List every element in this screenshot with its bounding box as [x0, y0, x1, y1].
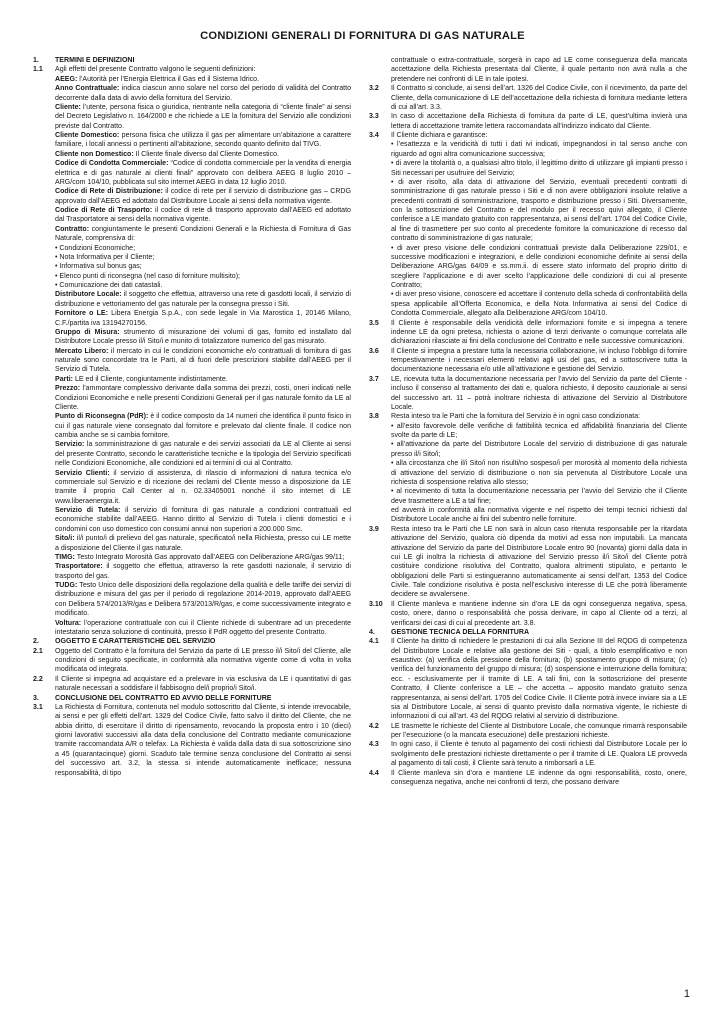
clause-body — [391, 131, 687, 319]
paragraph-text: è il codice composto da 14 numeri che identifica il punto fisico in cui il gas naturale viene consegnato dal fornitore e prelevato dal cliente finale. Il codice non cambia anche se si cambia fornitore. — [55, 413, 351, 439]
definition — [55, 206, 351, 225]
clause-paragraph — [391, 506, 687, 525]
clause-paragraph — [55, 647, 351, 675]
paragraph-text: la somministrazione di gas naturale e dei servizi associati da LE al Cliente ai sensi del presente Contratto, secondo le caratteristiche tecniche e la tipologia del Servizio specificati nelle Condizioni Economiche, alle condizioni ed ai termini di cui al Contratto. — [55, 441, 351, 468]
definition-term: TUDG: — [55, 582, 78, 589]
clause-paragraph — [55, 262, 351, 271]
clause-paragraph — [391, 131, 687, 140]
clause-paragraph — [391, 722, 687, 741]
definition-term: Servizio di Tutela: — [55, 507, 121, 514]
definition-term: Cliente non Domestico: — [55, 150, 134, 158]
paragraph-text: • all’esito favorevole delle verifiche di fattibilità tecnica ed affidabilità finanziaria del Cliente svolte da parte di LE; — [391, 422, 687, 439]
clause — [369, 740, 687, 768]
definition — [55, 225, 351, 244]
definition-term: Servizio: — [55, 441, 85, 449]
definition-term: Parti: — [55, 375, 74, 383]
paragraph-text: • alla circostanza che il/i Sito/i non risulti/no sospeso/i per morosità al momento della richiesta di attivazione del servizio di distribuzione o non sia pervenuta al Distributore Locale una richiesta di sospensione relativa allo stesso; — [391, 460, 687, 486]
paragraph-text: Libera Energia S.p.A., con sede legale in Via Marostica 1, 20146 Milano, C.F./partita iva 13194270156. — [55, 310, 351, 327]
clause — [369, 112, 687, 131]
paragraph-text: Resta inteso tra le Parti che LE non sarà in alcun caso ritenuta responsabile per la ritardata attivazione del Servizio, qualora ciò dipenda da motivi ad essa non imputabili. La mancata attivazione del Servizio da parte del Distributore Locale entro 90 (novanta) giorni dalla data in cui LE gli inoltra la richiesta di attivazione del Servizio presso il/i Sito/i del Cliente potrà costituire condizione risolutiva del Contratto, qualora altrimenti stipulato, e pertanto le obbligazioni delle Parti si estingueranno automaticamente ai sensi dell’art. 1353 del Codice Civile. Tale condizione risolutiva è posta nell’esclusivo interesse di LE che potrà liberamente decidere se avvalersene. — [391, 525, 687, 599]
definition-term: Cliente Domestico: — [55, 132, 120, 139]
section-heading — [33, 694, 351, 703]
paragraph-text: Testo Unico delle disposizioni della regolazione della qualità e delle tariffe dei servizi di distribuzione e misura del gas per il periodo di regolazione 2014-2019, approvato dall’AEEG con Delibera 574/2013/R/gas e Delibera 573/2013/R/gas, e come successivamente integrato e modificato. — [55, 582, 351, 618]
paragraph-text: In ogni caso, il Cliente è tenuto al pagamento dei costi richiesti dal Distributore Locale per lo svolgimento delle prestazioni richieste direttamente o per il tramite di LE. Qualora LE provveda al pagamento di tali costi, il Cliente sarà tenuto a rimborsarli a LE. — [391, 741, 687, 768]
paragraph-text: il soggetto che effettua, attraverso una rete di gasdotti locali, il servizio di distribuzione e vettoriamento del gas naturale per la consegna presso i Siti. — [55, 291, 351, 308]
paragraph-text: • di avere la titolarità o, a qualsiasi altro titolo, il legittimo diritto di utilizzare gli impianti presso i Siti necessari per usufruire del Servizio; — [391, 160, 687, 177]
paragraph-text: LE, ricevuta tutta la documentazione necessaria per l’avvio del Servizio da parte del Cliente - incluso il consenso al trattamento dei dati e, qualora richiesto, il deposito cauzionale ai sensi del successivo art. 11 – potrà inoltrare richiesta di attivazione del Servizio al Distributore Locale. — [391, 375, 687, 411]
paragraph-text: Agli effetti del presente Contratto valgono le seguenti definizioni: — [55, 66, 256, 74]
clause — [33, 647, 351, 675]
right-column — [369, 56, 687, 1006]
definition — [55, 75, 351, 84]
clause-paragraph — [391, 459, 687, 487]
paragraph-text: • Nota Informativa per il Cliente; — [55, 253, 155, 261]
paragraph-text: il servizio di fornitura di gas naturale a condizioni contrattuali ed economiche stabilite dall’AEEG. Hanno diritto al Servizio di Tutela i clienti domestici e i condomini con uso domestico con consumi annui non superiori a 200.000 Smc. — [55, 507, 351, 533]
clause-paragraph — [391, 319, 687, 347]
definition — [55, 562, 351, 581]
paragraph-text: Testo Integrato Morosità Gas approvato dall’AEEG con Deliberazione ARG/gas 99/11; — [74, 553, 345, 561]
clause — [369, 131, 687, 319]
paragraph-text: LE trasmette le richieste del Cliente al Distributore Locale, che comunque rimarrà responsabile per l’esecuzione (o la mancata esecuzione) delle prestazioni richieste. — [391, 722, 687, 739]
clause-paragraph — [391, 740, 687, 768]
paragraph-text: La Richiesta di Fornitura, contenuta nel modulo sottoscritto dal Cliente, si intende irrevocabile, ai sensi e per gli effetti dell’art. 1329 del Codice Civile, fatto salvo il diritto del Cliente, che ne abbia diritto, di esercitare il diritto di ripensamento, revocando la proposta entro i 10 (dieci) giorni lavorativi successivi alla data della conclusione del Contratto mediante comunicazione tramite raccomandata A/R o telefax. La Richiesta è valida dalla data di sua sottoscrizione sino a 45 (quarantacinque) giorni. Scaduto tale termine senza conclusione del Contratto ai sensi del successivo art. 3.2, la stessa si intende automaticamente inefficace; nessuna responsabilità, di tipo — [55, 703, 351, 777]
definition — [55, 187, 351, 206]
clause — [369, 769, 687, 788]
definition — [55, 412, 351, 440]
definition — [55, 581, 351, 619]
clause-body — [391, 525, 687, 600]
paragraph-text: Il Cliente manleva e mantiene indenne sin d’ora LE da ogni conseguenza negativa, spesa, costo, onere, danno o responsabilità che possa derivare, in capo al Cliente od a terzi, al verificarsi dei casi di cui al precedente art. 3.8. — [391, 600, 687, 627]
clause — [369, 375, 687, 413]
clause-paragraph — [55, 703, 351, 778]
paragraph-text: l’operazione contrattuale con cui il Cliente richiede di subentrare ad un precedente intestatario senza soluzione di continuità, presso il PdR oggetto del presente Contratto. — [55, 619, 351, 636]
definition — [55, 347, 351, 375]
paragraph-text: • Comunicazione dei dati catastali. — [55, 282, 163, 289]
clause-body — [391, 637, 687, 721]
paragraph-text: • Elenco punti di riconsegna (nel caso di forniture multisito); — [55, 272, 240, 280]
clause-body — [391, 319, 687, 347]
definition-term: Codice di Condotta Commerciale: — [55, 160, 169, 168]
clause-paragraph — [391, 422, 687, 441]
definition-term: Distributore Locale: — [55, 291, 122, 299]
clause-number: 4.1 — [369, 638, 379, 646]
clause-paragraph — [391, 769, 687, 788]
clause-number: 3.7 — [369, 375, 379, 383]
clause-body — [55, 703, 351, 778]
paragraph-text: il soggetto che effettua, attraverso la rete gasdotti nazionale, il servizio di trasporto del gas. — [55, 563, 351, 580]
clause — [369, 600, 687, 628]
section-title: TERMINI E DEFINIZIONI — [55, 57, 135, 64]
clause-number: 3.9 — [369, 525, 379, 533]
definition-term: Fornitore o LE: — [55, 310, 108, 318]
clause-body — [55, 675, 351, 694]
clause-number: 3.3 — [369, 113, 379, 121]
paragraph-text: il/i punto/i di prelievo del gas naturale, specificato/i nella Richiesta, presso cui LE mette a disposizione del Cliente il gas naturale. — [55, 535, 351, 552]
clause-paragraph — [391, 487, 687, 506]
clause-number: 1.1 — [33, 66, 43, 74]
definition — [55, 534, 351, 553]
definition — [55, 290, 351, 309]
paragraph-text: il codice di rete per il servizio di distribuzione gas – CRDG approvato dall’AEEG ed adottato dal Distributore Locale ai sensi della normativa vigente. — [55, 188, 351, 205]
clause-paragraph — [391, 159, 687, 178]
clause-paragraph — [391, 637, 687, 721]
clause-paragraph — [55, 272, 351, 281]
clause-paragraph — [391, 56, 687, 84]
clause-paragraph — [55, 65, 351, 74]
definition — [55, 506, 351, 534]
section-heading — [369, 628, 687, 637]
clause-paragraph — [55, 244, 351, 253]
clause-body — [391, 740, 687, 768]
clause-paragraph — [55, 675, 351, 694]
definition-term: Cliente: — [55, 103, 81, 111]
clause-paragraph — [55, 253, 351, 262]
clause-body — [391, 375, 687, 413]
clause-body — [391, 84, 687, 112]
definition — [55, 553, 351, 562]
paragraph-text: • Informativa sul bonus gas; — [55, 263, 142, 271]
clause-continuation — [369, 56, 687, 84]
section-title: GESTIONE TECNICA DELLA FORNITURA — [391, 628, 530, 636]
paragraph-text: Il Cliente finale diverso dal Cliente Domestico. — [133, 150, 280, 158]
definition — [55, 440, 351, 468]
paragraph-text: contrattuale o extra-contrattuale, sorgerà in capo ad LE come conseguenza della mancata accettazione della Richiesta presentata dal Cliente, il quale pertanto non avrà nulla a che pretendere nei confronti di LE in tale ipotesi. — [391, 57, 687, 83]
paragraph-text: • l’esattezza e la veridicità di tutti i dati ivi indicati, impegnandosi in tal senso anche con riguardo ad ogni altra comunicazione successiva; — [391, 141, 687, 158]
paragraph-text: ed avverrà in conformità alla normativa vigente e nel rispetto dei tempi tecnici richiesti dal Distributore Locale anche ai fini del subentro nelle forniture. — [391, 507, 687, 524]
paragraph-text: Oggetto del Contratto è la fornitura del Servizio da parte di LE presso il/i Sito/i del Cliente, alle condizioni di seguito specificate, in conformità alla normativa vigente come di volta in volta modificata od integrata. — [55, 647, 351, 674]
paragraph-text: In caso di accettazione della Richiesta di fornitura da parte di LE, quest’ultima invierà una lettera di accettazione tramite lettera raccomandata all’indirizzo indicato dal Cliente. — [391, 113, 687, 130]
definition — [55, 469, 351, 507]
definition-term: Mercato Libero: — [55, 347, 109, 355]
clause-number: 4.3 — [369, 741, 379, 749]
clause — [369, 347, 687, 375]
clause-paragraph — [391, 440, 687, 459]
definition-term: Codice di Rete di Distribuzione: — [55, 188, 163, 196]
clause — [33, 675, 351, 694]
definition-term: Prezzo: — [55, 385, 81, 393]
paragraph-text: Il Contratto si conclude, ai sensi dell’art. 1326 del Codice Civile, con il ricevimento, da parte del Cliente, della comunicazione di LE dell’accettazione della richiesta di fornitura mediante lettera di cui all’art. 3.3. — [391, 85, 687, 111]
page-number: 1 — [683, 988, 690, 1000]
clause-body — [391, 56, 687, 84]
clause-number: 3.1 — [33, 703, 43, 711]
clause — [369, 84, 687, 112]
definition — [55, 375, 351, 384]
clause-paragraph — [391, 112, 687, 131]
clause — [369, 319, 687, 347]
section-title: OGGETTO E CARATTERISTICHE DEL SERVIZIO — [55, 638, 216, 646]
definition-term: Contratto: — [55, 225, 90, 233]
clause-paragraph — [391, 244, 687, 291]
clause-paragraph — [391, 347, 687, 375]
paragraph-text: • al ricevimento di tutta la documentazione necessaria per l’avvio del Servizio che il Cliente deve trasmettere a LE a tal fine; — [391, 488, 687, 505]
section-heading — [33, 637, 351, 646]
section-number: 2. — [33, 638, 39, 646]
definition — [55, 159, 351, 187]
paragraph-text: Il Cliente ha diritto di richiedere le prestazioni di cui alla Sezione III del RQDG di competenza del Distributore Locale e relative alla gestione dei Siti - quali, a titolo esemplificativo e non esaustivo: (a) verifica della pressione della fornitura; (b) spostamento gruppo di misura; (c) verifica del funzionamento del gruppo di misura; (d) sospensione e interruzione della fornitura; ecc. - esclusivamente per il tramite di LE. A tali fini, con la sottoscrizione del presente Contratto, il Cliente conferisce a LE – che accetta – apposito mandato gratuito senza rappresentanza, ai sensi dell’art. 1705 del Codice Civile. Il Cliente potrà invece inviare sia a LE sia al Distributore Locale, ai sensi di quanto previsto dalla normativa vigente, le richieste di informazioni di cui all’art. 43 del RQDG relativi al servizio di distribuzione. — [391, 638, 687, 721]
clause-number: 3.2 — [369, 85, 379, 93]
clause-body — [55, 647, 351, 675]
definition-term: Codice di Rete di Trasporto: — [55, 207, 153, 214]
definition-term: Voltura: — [55, 619, 82, 627]
clause-paragraph — [391, 290, 687, 318]
clause-number: 3.10 — [369, 600, 383, 608]
definition — [55, 384, 351, 412]
paragraph-text: Resta inteso tra le Parti che la fornitura del Servizio è in ogni caso condizionata: — [391, 413, 641, 421]
clause — [369, 722, 687, 741]
clause-paragraph — [391, 178, 687, 244]
definition-term: Anno Contrattuale: — [55, 85, 120, 93]
paragraph-text: • di aver risolto, alla data di attivazione del Servizio, eventuali precedenti contratti di somministrazione di gas naturale presso i Siti e di non avere obbligazioni insolute relative a precedenti contratti di somministrazione, trasporto e distribuzione presso i Siti. Diversamente, con la sottoscrizione del Contratto e del modulo per il recesso quivi allegato, il Cliente conferisce a LE mandato gratuito con rappresentanza, ai sensi dell’art. 1704 del Codice Civile, al fine di trasmettere per suo conto al precedente fornitore la comunicazione di recesso dal contratto di somministrazione di gas naturale; — [391, 178, 687, 243]
clause — [369, 412, 687, 525]
definition — [55, 309, 351, 328]
clause-number: 4.2 — [369, 722, 379, 730]
paragraph-text: • Condizioni Economiche; — [55, 244, 136, 252]
section-number: 4. — [369, 628, 375, 636]
clause — [33, 703, 351, 778]
paragraph-text: persona fisica che utilizza il gas per alimentare un’abitazione a carattere familiare, i locali annessi o pertinenti all’abitazione, secondo quanto definito dal TIVG. — [55, 132, 351, 149]
clause-number: 3.4 — [369, 132, 379, 139]
paragraph-text: LE ed il Cliente, congiuntamente indistintamente. — [73, 375, 228, 383]
definition — [55, 131, 351, 150]
paragraph-text: Il Cliente è responsabile della veridicità delle informazioni fornite e si impegna a tenere indenne LE da ogni pretesa, richiesta o azione di terzi derivante o comunque correlata alle dichiarazioni rilasciate ai fini della conclusione del Contratto e nelle successive comunicazioni. — [391, 319, 687, 346]
clause-paragraph — [55, 281, 351, 290]
clause-body — [391, 600, 687, 628]
clause-body — [391, 722, 687, 741]
clause-body — [391, 412, 687, 525]
paragraph-text: Il Cliente si impegna ad acquistare ed a prelevare in via esclusiva da LE i quantitativi di gas naturale necessari a soddisfare il fabbisogno del/i proprio/i Sito/i. — [55, 675, 351, 693]
clause-number: 3.6 — [369, 347, 379, 355]
clause — [369, 525, 687, 600]
paragraph-text: l’ammontare complessivo derivante dalla somma dei prezzi, costi, oneri indicati nelle Condizioni Economiche e nelle presenti Condizioni Generali per il gas naturale fornito da LE al Cliente. — [55, 385, 351, 411]
paragraph-text: congiuntamente le presenti Condizioni Generali e la Richiesta di Fornitura di Gas Naturale, comprensiva di: — [55, 225, 351, 243]
clause-paragraph — [391, 140, 687, 159]
paragraph-text: “Codice di condotta commerciale per la vendita di energia elettrica e di gas naturale ai clienti finali” approvato con delibera AEEG 8 luglio 2010 – ARG/com 104/10, pubblicata sul sito internet AEEG in data 12 luglio 2010. — [55, 160, 351, 186]
paragraph-text: il codice di rete di trasporto approvato dall’AEEG ed adottato dal Trasportatore ai sensi della normativa vigente. — [55, 207, 351, 224]
paragraph-text: Il Cliente si impegna a prestare tutta la necessaria collaborazione, ivi incluso l’obbligo di fornire tempestivamente i necessari elementi relativi agli usi del gas, ed a sottoscrivere tutta la documentazione necessaria e/o utile all’attivazione e gestione del Servizio. — [391, 347, 687, 374]
definition-term: Trasportatore: — [55, 563, 103, 571]
clause-body — [391, 347, 687, 375]
section-heading — [33, 56, 351, 65]
paragraph-text: l’Autorità per l’Energia Elettrica il Gas ed il Sistema Idrico. — [77, 75, 260, 83]
definition-term: Gruppo di Misura: — [55, 328, 120, 336]
paragraph-text: indica ciascun anno solare nel corso del periodo di validità del Contratto decorrente dalla data di avvio della fornitura del Servizio. — [55, 85, 351, 102]
section-number: 1. — [33, 57, 39, 64]
document-title: CONDIZIONI GENERALI DI FORNITURA DI GAS NATURALE — [200, 30, 525, 42]
clause-paragraph — [391, 525, 687, 600]
definition — [55, 328, 351, 347]
section-number: 3. — [33, 694, 39, 702]
clause — [369, 637, 687, 721]
clause-paragraph — [391, 84, 687, 112]
paragraph-text: • di aver preso visione delle condizioni contrattuali previste dalla Deliberazione 229/01, e successive modificazioni e integrazioni, e delle condizioni economiche definite ai sensi della Deliberazione ARG/gas 64/09 e ss.mm.ii. di essere stato informato del proprio diritto di scegliere l’applicazione e di aver scelto l’applicazione delle condizioni di cui al presente Contratto; — [391, 244, 687, 289]
definition-term: Servizio Clienti: — [55, 469, 110, 477]
section-title: CONCLUSIONE DEL CONTRATTO ED AVVIO DELLE FORNITURE — [55, 694, 272, 702]
clause — [33, 65, 351, 637]
paragraph-text: • di aver preso visione, conoscere ed accettare il contenuto della scheda di confrontabilità della spesa applicabile all’Offerta Economica, e della Nota Informativa ai sensi del Codice di Condotta Commerciale, allegato alla Deliberazione ARG/com 104/10. — [391, 291, 687, 318]
clause-number — [369, 56, 391, 84]
clause-paragraph — [391, 375, 687, 413]
clause-paragraph — [391, 412, 687, 421]
paragraph-text: • all’attivazione da parte del Distributore Locale del servizio di distribuzione di gas naturale presso il/i Sito/i; — [391, 441, 687, 458]
definition-term: Punto di Riconsegna (PdR): — [55, 413, 149, 421]
definition-term: Sito/i: — [55, 535, 75, 543]
paragraph-text: Il Cliente dichiara e garantisce: — [391, 132, 488, 139]
definition — [55, 150, 351, 159]
definition-term: TIMG: — [55, 553, 75, 561]
paragraph-text: il servizio di assistenza, di rilascio di informazioni di natura tecnica e/o commerciale sul Servizio e di ricezione dei reclami del Cliente messo a disposizione da LE tramite il proprio Call Center al n. 02.33405001 nonché il sito internet di LE www.liberaenergia.it. — [55, 469, 351, 505]
paragraph-text: l’utente, persona fisica o giuridica, rientrante nella categoria di “cliente finale” ai sensi del Decreto Legislativo n. 164/2000 e che richiede a LE la fornitura del Servizio alle condizioni previste dal Contratto. — [55, 103, 351, 130]
definition — [55, 619, 351, 638]
paragraph-text: strumento di misurazione dei volumi di gas, fornito ed installato dal Distributore Locale presso il/i Sito/i e munito di totalizzatore numerico del gas misurato. — [55, 328, 351, 346]
definition — [55, 103, 351, 131]
clause-number: 2.1 — [33, 647, 43, 655]
clause-number: 4.4 — [369, 769, 379, 777]
definition-term: AEEG: — [55, 75, 78, 83]
paragraph-text: Il Cliente manleva sin d’ora e mantiene LE indenne da ogni responsabilità, costo, onere, conseguenza negativa, anche nei confronti di terzi, che possano derivare — [391, 769, 687, 786]
clause-number: 2.2 — [33, 675, 43, 683]
clause-paragraph — [391, 600, 687, 628]
definition — [55, 84, 351, 103]
clause-body — [55, 65, 351, 637]
clause-body — [391, 112, 687, 131]
paragraph-text: il mercato in cui le condizioni economiche e/o contrattuali di fornitura di gas naturale sono concordate tra le Parti, al di fuori delle prescrizioni stabilite dall’AEEG per il Servizio di Tutela. — [55, 347, 351, 374]
clause-number: 3.8 — [369, 413, 379, 421]
left-column — [33, 56, 351, 1006]
clause-body — [391, 769, 687, 788]
clause-number: 3.5 — [369, 319, 379, 327]
